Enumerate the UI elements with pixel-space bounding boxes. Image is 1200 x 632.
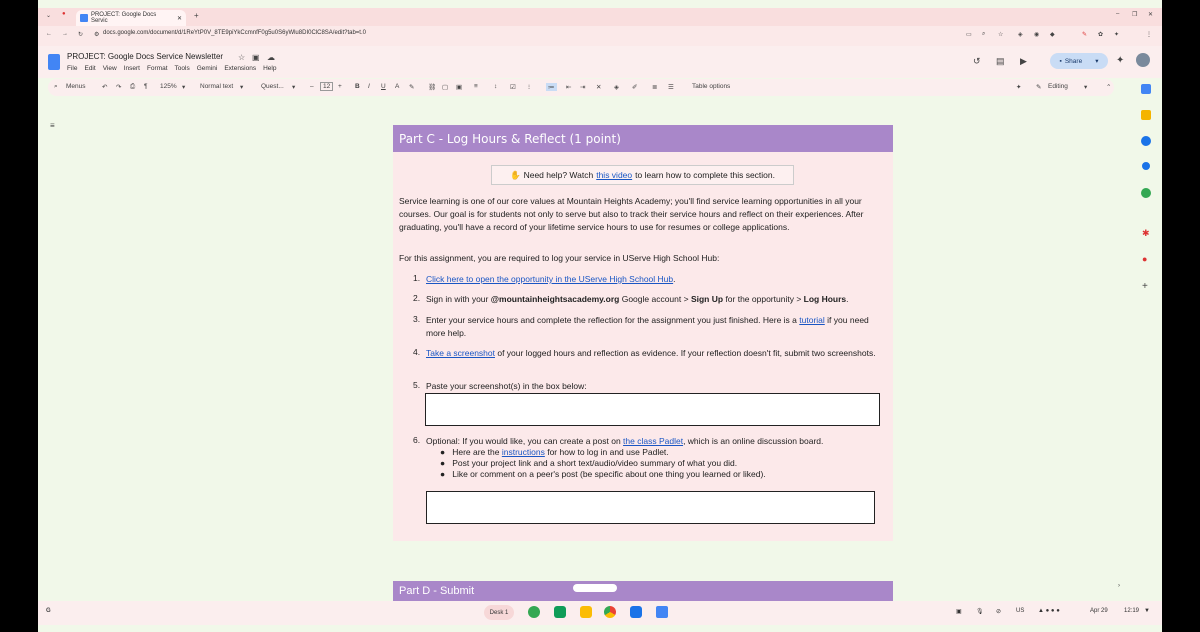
docs-tab-icon bbox=[80, 14, 88, 22]
side-panel bbox=[1134, 78, 1162, 601]
desk-switcher[interactable] bbox=[484, 605, 514, 620]
menu-format[interactable]: Format bbox=[146, 65, 168, 72]
font-select[interactable]: Quest... bbox=[261, 83, 284, 90]
step-number: 1. bbox=[413, 273, 421, 283]
step-2-text: Sign in with your bbox=[426, 294, 489, 304]
cloud-status-icon: ☁ bbox=[267, 53, 275, 62]
step-4-text: screenshots. bbox=[827, 348, 876, 358]
date-label[interactable]: Apr 29 bbox=[1090, 608, 1108, 614]
bullet-3: ● Like or comment on a peer's post (be specific about one thing you learned or liked). bbox=[440, 469, 766, 479]
gemini-icon[interactable]: ✦ bbox=[1016, 84, 1022, 91]
cast-icon[interactable]: ▭ bbox=[966, 32, 972, 38]
part-c-heading: Part C - Log Hours & Reflect (1 point) bbox=[393, 125, 893, 152]
document-canvas bbox=[38, 97, 1134, 601]
table-options-button[interactable]: Table options bbox=[692, 83, 731, 90]
menu-extensions[interactable]: Extensions bbox=[224, 65, 257, 72]
step-number: 2. bbox=[413, 293, 421, 303]
history-icon[interactable]: ↺ bbox=[973, 56, 981, 66]
floating-window-handle[interactable] bbox=[573, 584, 617, 592]
border-color-icon[interactable]: ✐ bbox=[632, 84, 638, 91]
calendar-icon[interactable] bbox=[1141, 84, 1151, 94]
keep-app-icon[interactable] bbox=[580, 606, 592, 618]
pencil-icon: ✎ bbox=[1036, 84, 1042, 91]
extension-icon-2[interactable]: ◆ bbox=[1050, 32, 1055, 38]
fill-color-icon[interactable]: ◈ bbox=[614, 84, 619, 91]
tutorial-link[interactable]: tutorial bbox=[799, 315, 825, 325]
bullet-1: ● Here are the instructions for how to log in and use Padlet. bbox=[440, 447, 669, 457]
bullet-list-icon[interactable]: ⁝ bbox=[528, 84, 531, 91]
tab-title: PROJECT: Google Docs Servic bbox=[90, 12, 157, 24]
undo-icon[interactable]: ↶ bbox=[102, 84, 108, 91]
extension-icon[interactable]: ◉ bbox=[1034, 32, 1040, 38]
chrome-app-icon[interactable] bbox=[604, 606, 616, 618]
close-tab-icon[interactable]: ✕ bbox=[176, 15, 182, 22]
extensions-puzzle-icon[interactable]: ✦ bbox=[1114, 32, 1120, 38]
menu-file[interactable]: File bbox=[67, 65, 78, 72]
comments-icon[interactable]: ▤ bbox=[996, 56, 1005, 66]
bold-icon[interactable]: B bbox=[355, 83, 360, 90]
files-app-icon[interactable] bbox=[630, 606, 642, 618]
restore-icon[interactable]: ❐ bbox=[1132, 12, 1138, 18]
bullet-3-text: Like or comment on a peer's post (be specific about one thing you learned or liked). bbox=[452, 469, 766, 479]
lock-icon: ▪ bbox=[1059, 57, 1062, 65]
menu-edit[interactable]: Edit bbox=[84, 65, 96, 72]
classroom-app-icon[interactable] bbox=[554, 606, 566, 618]
border-width-icon[interactable]: ≣ bbox=[652, 84, 658, 91]
text-color-icon[interactable]: A bbox=[395, 83, 400, 90]
wifi-icon[interactable]: ▼ bbox=[1144, 608, 1150, 614]
time-label[interactable]: 12:19 bbox=[1124, 608, 1140, 614]
dnd-icon[interactable]: ⊘ bbox=[996, 609, 1002, 615]
line-spacing-icon[interactable]: ↕ bbox=[494, 83, 498, 90]
highlight-icon[interactable]: ✎ bbox=[409, 84, 415, 91]
bullet-2: ● Post your project link and a short text/audio/video summary of what you did. bbox=[440, 458, 738, 468]
step-6-text: Optional: If you would like, you can create a post on bbox=[426, 436, 621, 446]
extension-icon-3[interactable]: ✿ bbox=[1098, 32, 1104, 38]
tab-bar bbox=[38, 8, 1162, 26]
outline-icon[interactable]: ≡ bbox=[50, 121, 55, 130]
docs-logo-icon[interactable] bbox=[48, 54, 60, 70]
help-suffix: to learn how to complete this section. bbox=[635, 170, 775, 180]
numbered-list-icon[interactable]: ≔ bbox=[548, 84, 555, 91]
step-2-text: Google account > bbox=[621, 294, 689, 304]
menu-help[interactable]: Help bbox=[263, 65, 277, 72]
step-4-text: of your logged hours and reflection as evidence. If your reflection doesn't fit, submit two bbox=[497, 348, 825, 358]
locale-indicator[interactable]: US bbox=[1016, 608, 1025, 614]
status-icons[interactable]: ▲ ● ● ● bbox=[1038, 608, 1060, 614]
bullet-1-text: Here are the bbox=[452, 447, 500, 457]
intro-paragraph: Service learning is one of our core values at Mountain Heights Academy; you'll find service learning opportunities in all your courses. Our goal is for students not only to serve but also to track their service hours and reflect on their experiences. After graduating, you'll have a record of your lifetime service hours to use for resumes or college applications. bbox=[399, 196, 864, 232]
decrease-indent-icon[interactable]: ⇤ bbox=[566, 84, 572, 91]
browser-menu-icon[interactable]: ⋮ bbox=[1146, 32, 1152, 38]
zoom-icon[interactable]: ⌕ bbox=[982, 31, 986, 37]
tasks-icon[interactable] bbox=[1141, 136, 1151, 146]
step-3-text: Enter your service hours and complete the reflection for the assignment you just finished. Here is a bbox=[426, 315, 797, 325]
back-icon[interactable]: ← bbox=[46, 31, 52, 37]
step-2: Sign in with your @mountainheightsacademy.org Google account > Sign Up for the opportunity > Log Hours. bbox=[426, 294, 849, 304]
gemini-spark-icon[interactable]: ✦ bbox=[1116, 55, 1125, 66]
clear-formatting-icon[interactable]: ✕ bbox=[596, 84, 602, 91]
address-bar bbox=[38, 26, 1162, 46]
step-2-loghours: Log Hours bbox=[803, 294, 847, 304]
add-addon-icon[interactable]: + bbox=[1142, 281, 1148, 292]
search-icon[interactable]: ⌕ bbox=[54, 83, 58, 90]
move-folder-icon[interactable]: ▣ bbox=[252, 53, 260, 62]
step-number: 4. bbox=[413, 347, 421, 357]
userve-link[interactable]: Click here to open the opportunity in the UServe High School Hub bbox=[426, 274, 674, 284]
step-number: 3. bbox=[413, 314, 421, 324]
chevron-down-icon: ▾ bbox=[1095, 58, 1099, 65]
chevron-right-icon[interactable]: › bbox=[1118, 583, 1120, 589]
instructions-link[interactable]: instructions bbox=[501, 447, 545, 457]
step-4 bbox=[426, 347, 876, 360]
tote-icon[interactable]: ▣ bbox=[956, 609, 962, 615]
step-2-domain: @mountainheightsacademy.org bbox=[490, 294, 620, 304]
keep-icon[interactable] bbox=[1141, 110, 1151, 120]
phone-app-icon[interactable] bbox=[528, 606, 540, 618]
addon-icon[interactable]: ✱ bbox=[1142, 228, 1150, 238]
link-icon[interactable]: ⛓ bbox=[428, 84, 437, 91]
bookmark-star-icon[interactable]: ☆ bbox=[998, 32, 1004, 38]
style-select[interactable]: Normal text bbox=[200, 83, 234, 90]
chevron-down-icon[interactable]: ⌄ bbox=[46, 13, 52, 19]
record-icon[interactable]: ● bbox=[62, 11, 66, 17]
reload-icon[interactable]: ↻ bbox=[78, 32, 84, 38]
padlet-response-box[interactable] bbox=[426, 491, 875, 524]
new-tab-icon[interactable]: + bbox=[194, 11, 199, 20]
step-number: 5. bbox=[413, 380, 421, 390]
step-6-text: , which is an online discussion board. bbox=[683, 436, 824, 446]
document-title[interactable]: PROJECT: Google Docs Service Newsletter bbox=[67, 52, 224, 61]
redo-icon[interactable]: ↷ bbox=[116, 84, 122, 91]
increase-indent-icon[interactable]: ⇥ bbox=[580, 84, 586, 91]
menu-gemini[interactable]: Gemini bbox=[196, 65, 218, 72]
chevron-down-icon: ▾ bbox=[1084, 84, 1088, 91]
meet-icon[interactable]: ▶ bbox=[1020, 56, 1027, 66]
border-dash-icon[interactable]: ☰ bbox=[668, 84, 674, 91]
screenshot-link[interactable]: Take a screenshot bbox=[426, 348, 495, 358]
screen bbox=[38, 0, 1162, 632]
print-icon[interactable]: ⎙ bbox=[130, 83, 136, 90]
increase-font-icon[interactable]: + bbox=[338, 83, 342, 90]
wave-hand-icon: ✋ bbox=[510, 169, 521, 180]
step-3-text: if you bbox=[827, 315, 848, 325]
paint-format-icon[interactable]: ¶ bbox=[144, 83, 148, 90]
formatting-toolbar bbox=[48, 79, 1114, 96]
menus-button[interactable]: Menus bbox=[66, 83, 86, 90]
zoom-select[interactable]: 125% bbox=[160, 83, 177, 90]
maps-icon[interactable] bbox=[1141, 188, 1151, 198]
chevron-down-icon: ▾ bbox=[292, 84, 296, 91]
step-3-text: need more help. bbox=[426, 315, 869, 338]
comment-icon[interactable]: ▢ bbox=[442, 84, 449, 91]
contacts-icon[interactable] bbox=[1142, 162, 1150, 170]
close-window-icon[interactable]: ✕ bbox=[1148, 12, 1154, 18]
padlet-link[interactable]: the class Padlet bbox=[623, 436, 684, 446]
step-3 bbox=[426, 314, 888, 340]
checklist-icon[interactable]: ☑ bbox=[510, 84, 516, 91]
launcher-icon[interactable]: G bbox=[46, 608, 51, 614]
image-icon[interactable]: ▣ bbox=[456, 84, 463, 91]
editing-mode-select[interactable]: Editing bbox=[1048, 83, 1068, 90]
tab-docs[interactable] bbox=[76, 10, 186, 26]
collapse-toolbar-icon[interactable]: ⌃ bbox=[1106, 84, 1112, 91]
screenshot-paste-box[interactable] bbox=[425, 393, 880, 426]
mic-icon[interactable]: 🎙 bbox=[976, 609, 984, 615]
chevron-down-icon: ▾ bbox=[182, 84, 186, 91]
share-button[interactable] bbox=[1050, 53, 1108, 69]
help-prefix: Need help? Watch bbox=[523, 170, 594, 180]
underline-icon[interactable]: U bbox=[381, 83, 386, 90]
menu-insert[interactable]: Insert bbox=[123, 65, 140, 72]
menu-bar bbox=[67, 65, 276, 72]
docs-header bbox=[38, 46, 1162, 78]
align-icon[interactable]: ≡ bbox=[474, 83, 478, 90]
mic-addon-icon[interactable]: ● bbox=[1142, 254, 1148, 264]
minimize-icon[interactable]: – bbox=[1116, 11, 1120, 17]
step-number: 6. bbox=[413, 435, 421, 445]
font-size-input[interactable]: 12 bbox=[320, 82, 333, 91]
chevron-down-icon: ▾ bbox=[240, 84, 244, 91]
url-input[interactable]: docs.google.com/document/d/1ReYtP0V_8TE9piYkCcmnfF0g5u0S6yWlu8DI0ClC8SA/edit?tab=t.0 bbox=[103, 30, 366, 36]
os-taskbar bbox=[38, 601, 1162, 625]
menu-view[interactable]: View bbox=[102, 65, 117, 72]
assignment-paragraph: For this assignment, you are required to log your service in UServe High School Hub: bbox=[399, 253, 720, 263]
menu-tools[interactable]: Tools bbox=[174, 65, 190, 72]
help-callout bbox=[491, 165, 794, 185]
star-icon[interactable]: ☆ bbox=[238, 53, 246, 62]
step-2-signup: Sign Up bbox=[690, 294, 724, 304]
page bbox=[393, 125, 893, 541]
avatar[interactable] bbox=[1136, 53, 1150, 67]
share-label: Share bbox=[1064, 57, 1083, 65]
step-2-text: for the opportunity > bbox=[725, 294, 802, 304]
forward-icon[interactable]: → bbox=[62, 31, 68, 37]
step-1: Click here to open the opportunity in the UServe High School Hub. bbox=[426, 274, 676, 284]
bullet-1-text: for how to log in and use Padlet. bbox=[547, 447, 669, 457]
decrease-font-icon[interactable]: – bbox=[310, 83, 314, 90]
part-d-heading: Part D - Submit bbox=[393, 581, 893, 601]
extension-shield-icon[interactable]: ◈ bbox=[1018, 32, 1023, 38]
this-video-link[interactable]: this video bbox=[596, 170, 633, 180]
site-info-icon[interactable]: ⚙ bbox=[94, 32, 100, 38]
pen-extension-icon[interactable]: ✎ bbox=[1082, 32, 1088, 38]
play-store-icon[interactable] bbox=[656, 606, 668, 618]
desk-label: Desk 1 bbox=[489, 609, 509, 616]
italic-icon[interactable]: I bbox=[368, 83, 370, 90]
bullet-2-text: Post your project link and a short text/audio/video summary of what you did. bbox=[452, 458, 738, 468]
step-5: Paste your screenshot(s) in the box below: bbox=[426, 381, 587, 391]
